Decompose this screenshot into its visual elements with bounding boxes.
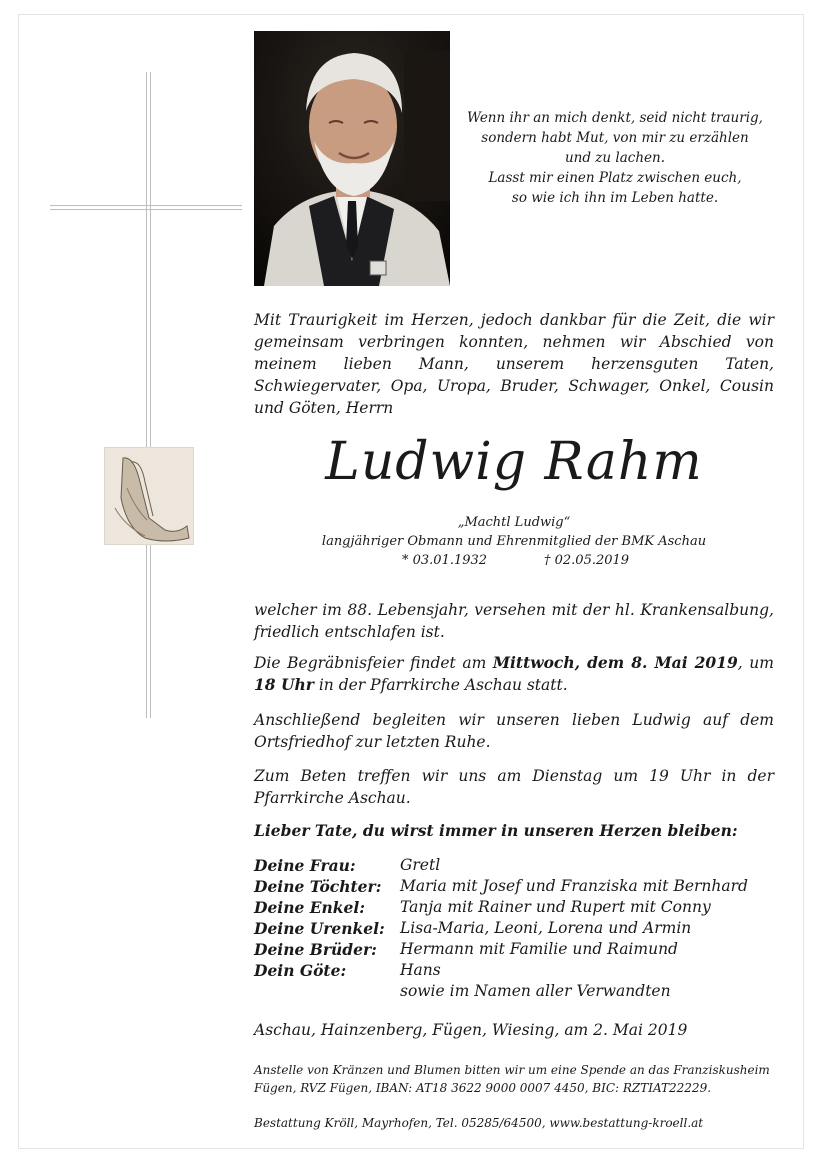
funeral-mid: , um bbox=[737, 654, 774, 672]
family-row bbox=[254, 981, 774, 1002]
portrait-photo bbox=[254, 31, 450, 286]
family-row bbox=[254, 897, 774, 918]
funeral-time: 18 Uhr bbox=[254, 675, 314, 694]
family-row bbox=[254, 939, 774, 960]
nickname: „Machtl Ludwig“ bbox=[457, 515, 571, 530]
family-role: Deine Frau: bbox=[254, 856, 356, 875]
death-date: † 02.05.2019 bbox=[544, 553, 630, 568]
donation-note: Anstelle von Kränzen und Blumen bitten wir um eine Spende an das Franziskusheim Fügen, RVZ Fügen, IBAN: AT18 3622 9000 0007 4450, BIC: RZTIAT22229. bbox=[254, 1063, 770, 1095]
family-names: Maria mit Josef und Franziska mit Bernhard bbox=[400, 877, 748, 895]
farewell-line: Lieber Tate, du wirst immer in unseren Herzen bleiben: bbox=[254, 821, 738, 840]
funeral-prefix: Die Begräbnisfeier findet am bbox=[254, 654, 493, 672]
family-role bbox=[254, 981, 400, 1002]
family-row bbox=[254, 876, 774, 897]
family-role: Deine Enkel: bbox=[254, 898, 366, 917]
family-names: Hermann mit Familie und Raimund bbox=[400, 940, 678, 958]
family-role: Deine Töchter: bbox=[254, 877, 382, 896]
passing-paragraph: welcher im 88. Lebensjahr, versehen mit der hl. Krankensalbung, friedlich entschlafen ist. bbox=[254, 601, 774, 641]
family-row bbox=[254, 855, 774, 876]
family-names: Tanja mit Rainer und Rupert mit Conny bbox=[400, 898, 711, 916]
family-role: Dein Göte: bbox=[254, 961, 347, 980]
family-role: Deine Brüder: bbox=[254, 940, 377, 959]
poem-line: Lasst mir einen Platz zwischen euch, bbox=[488, 170, 742, 186]
family-role: Deine Urenkel: bbox=[254, 919, 385, 938]
family-names: Hans bbox=[400, 961, 441, 979]
family-names: Gretl bbox=[400, 856, 441, 874]
family-names: Lisa-Maria, Leoni, Lorena und Armin bbox=[400, 919, 692, 937]
burial-paragraph: Anschließend begleiten wir unseren lieben Ludwig auf dem Ortsfriedhof zur letzten Ruhe. bbox=[254, 711, 774, 751]
praying-hands-image bbox=[104, 447, 194, 545]
family-row bbox=[254, 960, 774, 981]
funeral-paragraph bbox=[254, 652, 774, 696]
poem-line: so wie ich ihn im Leben hatte. bbox=[511, 190, 719, 206]
poem bbox=[456, 108, 774, 208]
family-row bbox=[254, 918, 774, 939]
birth-date: * 03.01.1932 bbox=[402, 553, 488, 568]
funeral-suffix: in der Pfarrkirche Aschau statt. bbox=[313, 676, 568, 694]
family-names: sowie im Namen aller Verwandten bbox=[400, 982, 671, 1000]
poem-line: und zu lachen. bbox=[564, 150, 666, 166]
place-date-line: Aschau, Hainzenberg, Fügen, Wiesing, am 2. Mai 2019 bbox=[254, 1021, 688, 1039]
poem-line: sondern habt Mut, von mir zu erzählen bbox=[481, 130, 749, 146]
deceased-name: Ludwig Rahm bbox=[325, 432, 703, 492]
poem-line: Wenn ihr an mich denkt, seid nicht traurig, bbox=[467, 110, 763, 126]
cross-horizontal-beam bbox=[50, 205, 242, 210]
funeral-date: Mittwoch, dem 8. Mai 2019 bbox=[492, 653, 738, 672]
undertaker-line: Bestattung Kröll, Mayrhofen, Tel. 05285/64500, www.bestattung-kroell.at bbox=[254, 1116, 704, 1130]
family-list bbox=[254, 855, 774, 1002]
prayer-paragraph: Zum Beten treffen wir uns am Dienstag um 19 Uhr in der Pfarrkirche Aschau. bbox=[254, 767, 774, 807]
cross-vertical-beam bbox=[146, 72, 151, 718]
intro-paragraph: Mit Traurigkeit im Herzen, jedoch dankbar für die Zeit, die wir gemeinsam verbringen konnten, nehmen wir Abschied von meinem lieben Mann, unserem herzensguten Taten, Schwiegervater, Opa, Uropa, Bruder, Schwager, Onkel, Cousin und Göten, Herrn bbox=[254, 311, 774, 417]
role-description: langjähriger Obmann und Ehrenmitglied der BMK Aschau bbox=[321, 534, 707, 549]
